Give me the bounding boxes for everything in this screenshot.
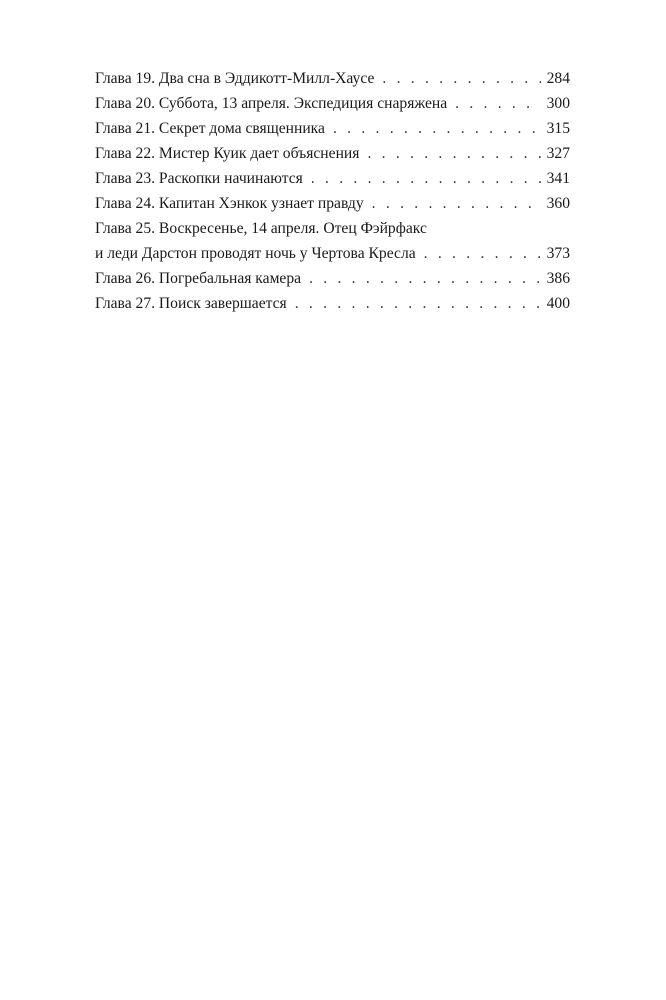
table-of-contents xyxy=(95,66,570,316)
toc-entry-22[interactable] xyxy=(95,141,570,166)
dot-leader xyxy=(455,91,540,116)
toc-entry-title-line2: и леди Дарстон проводят ночь у Чертова Кресла xyxy=(95,245,416,262)
toc-entry-title: Глава 27. Поиск завершается xyxy=(95,295,287,312)
toc-entry-title: Глава 23. Раскопки начинаются xyxy=(95,170,303,187)
toc-entry-page: 315 xyxy=(546,120,570,137)
toc-entry-title: Глава 20. Суббота, 13 апреля. Экспедиция снаряжена xyxy=(95,95,448,112)
toc-entry-page: 284 xyxy=(546,70,570,87)
toc-entry-26[interactable] xyxy=(95,266,570,291)
toc-entry-title: Глава 26. Погребальная камера xyxy=(95,270,302,287)
toc-entry-title: Глава 22. Мистер Куик дает объяснения xyxy=(95,145,360,162)
toc-entry-page: 360 xyxy=(546,195,570,212)
toc-entry-title: Глава 19. Два сна в Эддикотт-Милл-Хаусе xyxy=(95,70,375,87)
toc-entry-title-line1: Глава 25. Воскресенье, 14 апреля. Отец Фэйрфакс xyxy=(95,220,427,237)
toc-entry-title: Глава 21. Секрет дома священника xyxy=(95,120,325,137)
toc-entry-title: Глава 24. Капитан Хэнкок узнает правду xyxy=(95,195,364,212)
dot-leader xyxy=(311,166,541,191)
toc-entry-25[interactable] xyxy=(95,216,570,266)
toc-entry-19[interactable] xyxy=(95,66,570,91)
toc-entry-page: 400 xyxy=(546,295,570,312)
dot-leader xyxy=(372,191,541,216)
dot-leader xyxy=(424,241,541,266)
toc-entry-27[interactable] xyxy=(95,291,570,316)
dot-leader xyxy=(367,141,540,166)
toc-entry-21[interactable] xyxy=(95,116,570,141)
dot-leader xyxy=(295,291,541,316)
toc-entry-page: 300 xyxy=(546,95,570,112)
toc-entry-page: 373 xyxy=(546,245,570,262)
toc-entry-24[interactable] xyxy=(95,191,570,216)
dot-leader xyxy=(309,266,541,291)
toc-entry-20[interactable] xyxy=(95,91,570,116)
dot-leader xyxy=(382,66,540,91)
dot-leader xyxy=(333,116,541,141)
toc-entry-page: 386 xyxy=(546,270,570,287)
toc-entry-page: 327 xyxy=(546,145,570,162)
toc-entry-23[interactable] xyxy=(95,166,570,191)
toc-entry-page: 341 xyxy=(546,170,570,187)
